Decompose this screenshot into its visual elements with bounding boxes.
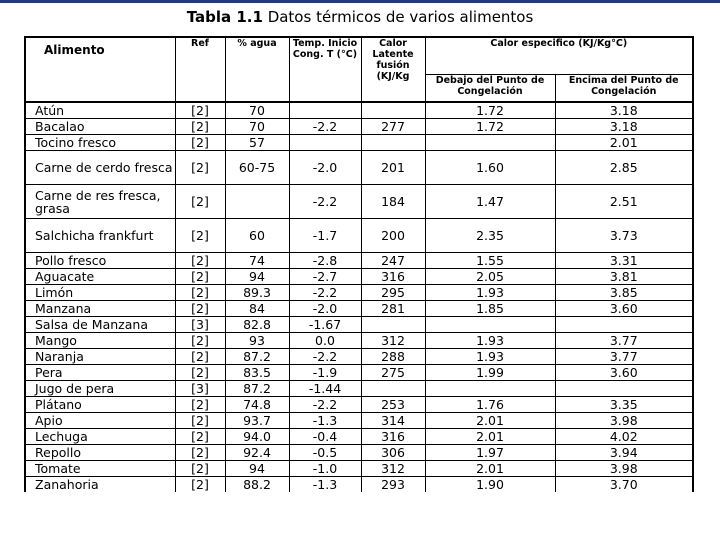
cell-water: 93.7 (225, 413, 289, 429)
cell-latent: 295 (361, 285, 425, 301)
cell-temp: -1.3 (289, 413, 361, 429)
cell-ref: [3] (175, 381, 225, 397)
cell-below: 1.60 (425, 151, 555, 185)
table-row (25, 253, 693, 269)
cell-latent: 275 (361, 365, 425, 381)
cell-name: Lechuga (25, 429, 175, 445)
cell-below: 2.01 (425, 429, 555, 445)
cell-above: 3.18 (555, 119, 693, 135)
cell-latent: 312 (361, 333, 425, 349)
header-water: % agua (225, 37, 289, 102)
cell-below: 1.97 (425, 445, 555, 461)
cell-name: Tomate (25, 461, 175, 477)
cell-name: Pera (25, 365, 175, 381)
cell-name: Naranja (25, 349, 175, 365)
cell-temp (289, 135, 361, 151)
cell-below: 1.93 (425, 349, 555, 365)
cell-temp: -2.2 (289, 119, 361, 135)
table-row (25, 301, 693, 317)
cell-water: 70 (225, 119, 289, 135)
cell-below: 1.47 (425, 185, 555, 219)
table-row (25, 317, 693, 333)
cell-name: Salchicha frankfurt (25, 219, 175, 253)
cell-latent: 253 (361, 397, 425, 413)
cell-name: Limón (25, 285, 175, 301)
header-above-freezing: Encima del Punto de Congelación (555, 75, 693, 103)
cell-below: 1.76 (425, 397, 555, 413)
cell-water: 83.5 (225, 365, 289, 381)
table-row (25, 349, 693, 365)
cell-below: 2.05 (425, 269, 555, 285)
cell-water: 74 (225, 253, 289, 269)
table-row (25, 445, 693, 461)
table-row (25, 477, 693, 493)
cell-water (225, 185, 289, 219)
cell-above: 3.98 (555, 413, 693, 429)
cell-ref: [2] (175, 413, 225, 429)
cell-name: Tocino fresco (25, 135, 175, 151)
cell-name: Carne de res fresca, grasa (25, 185, 175, 219)
cell-latent: 201 (361, 151, 425, 185)
cell-latent: 314 (361, 413, 425, 429)
cell-temp: -2.0 (289, 301, 361, 317)
cell-water: 57 (225, 135, 289, 151)
cell-ref: [2] (175, 119, 225, 135)
cell-ref: [2] (175, 301, 225, 317)
cell-name: Plátano (25, 397, 175, 413)
cell-below: 1.93 (425, 333, 555, 349)
cell-latent (361, 135, 425, 151)
cell-ref: [2] (175, 253, 225, 269)
cell-above: 3.81 (555, 269, 693, 285)
cell-temp: -2.2 (289, 349, 361, 365)
cell-above: 3.98 (555, 461, 693, 477)
cell-name: Aguacate (25, 269, 175, 285)
cell-below: 1.90 (425, 477, 555, 493)
thermal-data-table (24, 36, 694, 492)
cell-above: 3.31 (555, 253, 693, 269)
cell-latent (361, 317, 425, 333)
cell-ref: [3] (175, 317, 225, 333)
cell-below: 1.85 (425, 301, 555, 317)
cell-temp: -2.0 (289, 151, 361, 185)
caption-text: Datos térmicos de varios alimentos (267, 8, 534, 26)
cell-name: Apio (25, 413, 175, 429)
cell-ref: [2] (175, 151, 225, 185)
cell-below: 1.72 (425, 102, 555, 119)
cell-ref: [2] (175, 445, 225, 461)
cell-above: 3.94 (555, 445, 693, 461)
table-row (25, 461, 693, 477)
cell-latent: 288 (361, 349, 425, 365)
cell-latent: 293 (361, 477, 425, 493)
cell-ref: [2] (175, 285, 225, 301)
cell-latent: 277 (361, 119, 425, 135)
cell-above: 2.85 (555, 151, 693, 185)
cell-above: 3.60 (555, 301, 693, 317)
cell-water: 82.8 (225, 317, 289, 333)
cell-ref: [2] (175, 397, 225, 413)
table-row (25, 381, 693, 397)
cell-water: 60-75 (225, 151, 289, 185)
table-row (25, 413, 693, 429)
table-caption (0, 8, 720, 26)
cell-ref: [2] (175, 365, 225, 381)
header-latent-heat: Calor Latente fusión (KJ/Kg (361, 37, 425, 102)
cell-latent (361, 102, 425, 119)
cell-water: 89.3 (225, 285, 289, 301)
cell-latent: 200 (361, 219, 425, 253)
cell-temp: -2.8 (289, 253, 361, 269)
cell-ref: [2] (175, 102, 225, 119)
cell-ref: [2] (175, 477, 225, 493)
cell-temp: -2.2 (289, 285, 361, 301)
table-body (25, 102, 693, 492)
cell-above (555, 317, 693, 333)
cell-temp: -2.2 (289, 397, 361, 413)
cell-above: 3.35 (555, 397, 693, 413)
cell-name: Zanahoria (25, 477, 175, 493)
header-specific-heat: Calor especifico (KJ/Kg°C) (425, 37, 693, 75)
cell-name: Mango (25, 333, 175, 349)
cell-above: 3.85 (555, 285, 693, 301)
header-ref: Ref (175, 37, 225, 102)
cell-latent: 247 (361, 253, 425, 269)
cell-temp (289, 102, 361, 119)
cell-below (425, 135, 555, 151)
cell-below: 1.55 (425, 253, 555, 269)
cell-water: 92.4 (225, 445, 289, 461)
cell-temp: -1.0 (289, 461, 361, 477)
cell-name: Bacalao (25, 119, 175, 135)
cell-name: Atún (25, 102, 175, 119)
cell-ref: [2] (175, 461, 225, 477)
cell-latent: 312 (361, 461, 425, 477)
cell-above: 4.02 (555, 429, 693, 445)
cell-water: 70 (225, 102, 289, 119)
cell-ref: [2] (175, 185, 225, 219)
cell-water: 94.0 (225, 429, 289, 445)
cell-ref: [2] (175, 429, 225, 445)
top-accent-bar (0, 0, 720, 3)
cell-above: 3.18 (555, 102, 693, 119)
caption-number: Tabla 1.1 (186, 8, 263, 26)
cell-temp: -0.4 (289, 429, 361, 445)
cell-water: 94 (225, 269, 289, 285)
table-row (25, 102, 693, 119)
cell-name: Pollo fresco (25, 253, 175, 269)
table-row (25, 119, 693, 135)
cell-temp: -1.7 (289, 219, 361, 253)
cell-below: 1.99 (425, 365, 555, 381)
table-row (25, 429, 693, 445)
cell-ref: [2] (175, 349, 225, 365)
cell-latent: 316 (361, 429, 425, 445)
cell-below: 2.01 (425, 461, 555, 477)
cell-water: 74.8 (225, 397, 289, 413)
cell-latent: 184 (361, 185, 425, 219)
table-row (25, 185, 693, 219)
cell-above: 3.73 (555, 219, 693, 253)
cell-above: 3.70 (555, 477, 693, 493)
cell-water: 87.2 (225, 381, 289, 397)
cell-above: 3.60 (555, 365, 693, 381)
cell-above: 3.77 (555, 333, 693, 349)
cell-temp: -2.7 (289, 269, 361, 285)
table-row (25, 135, 693, 151)
cell-temp: 0.0 (289, 333, 361, 349)
cell-name: Salsa de Manzana (25, 317, 175, 333)
header-freeze-temp: Temp. Inicio Cong. T (°C) (289, 37, 361, 102)
cell-temp: -1.44 (289, 381, 361, 397)
table-row (25, 333, 693, 349)
cell-name: Carne de cerdo fresca (25, 151, 175, 185)
cell-below: 2.35 (425, 219, 555, 253)
cell-name: Repollo (25, 445, 175, 461)
cell-ref: [2] (175, 135, 225, 151)
cell-latent: 281 (361, 301, 425, 317)
cell-name: Jugo de pera (25, 381, 175, 397)
cell-latent: 306 (361, 445, 425, 461)
cell-above: 2.01 (555, 135, 693, 151)
cell-below: 2.01 (425, 413, 555, 429)
header-food: Alimento (25, 37, 175, 102)
table-row (25, 365, 693, 381)
cell-below (425, 381, 555, 397)
cell-water: 84 (225, 301, 289, 317)
cell-ref: [2] (175, 219, 225, 253)
cell-above (555, 381, 693, 397)
table-row (25, 219, 693, 253)
cell-water: 94 (225, 461, 289, 477)
cell-water: 93 (225, 333, 289, 349)
cell-temp: -2.2 (289, 185, 361, 219)
table-row (25, 151, 693, 185)
cell-latent (361, 381, 425, 397)
table-row (25, 397, 693, 413)
cell-below: 1.72 (425, 119, 555, 135)
cell-water: 88.2 (225, 477, 289, 493)
cell-above: 3.77 (555, 349, 693, 365)
cell-temp: -1.3 (289, 477, 361, 493)
cell-below: 1.93 (425, 285, 555, 301)
cell-temp: -1.67 (289, 317, 361, 333)
cell-latent: 316 (361, 269, 425, 285)
cell-below (425, 317, 555, 333)
table-row (25, 269, 693, 285)
cell-water: 60 (225, 219, 289, 253)
cell-ref: [2] (175, 333, 225, 349)
cell-temp: -1.9 (289, 365, 361, 381)
cell-water: 87.2 (225, 349, 289, 365)
cell-name: Manzana (25, 301, 175, 317)
cell-temp: -0.5 (289, 445, 361, 461)
header-below-freezing: Debajo del Punto de Congelación (425, 75, 555, 103)
cell-ref: [2] (175, 269, 225, 285)
cell-above: 2.51 (555, 185, 693, 219)
table-row (25, 285, 693, 301)
